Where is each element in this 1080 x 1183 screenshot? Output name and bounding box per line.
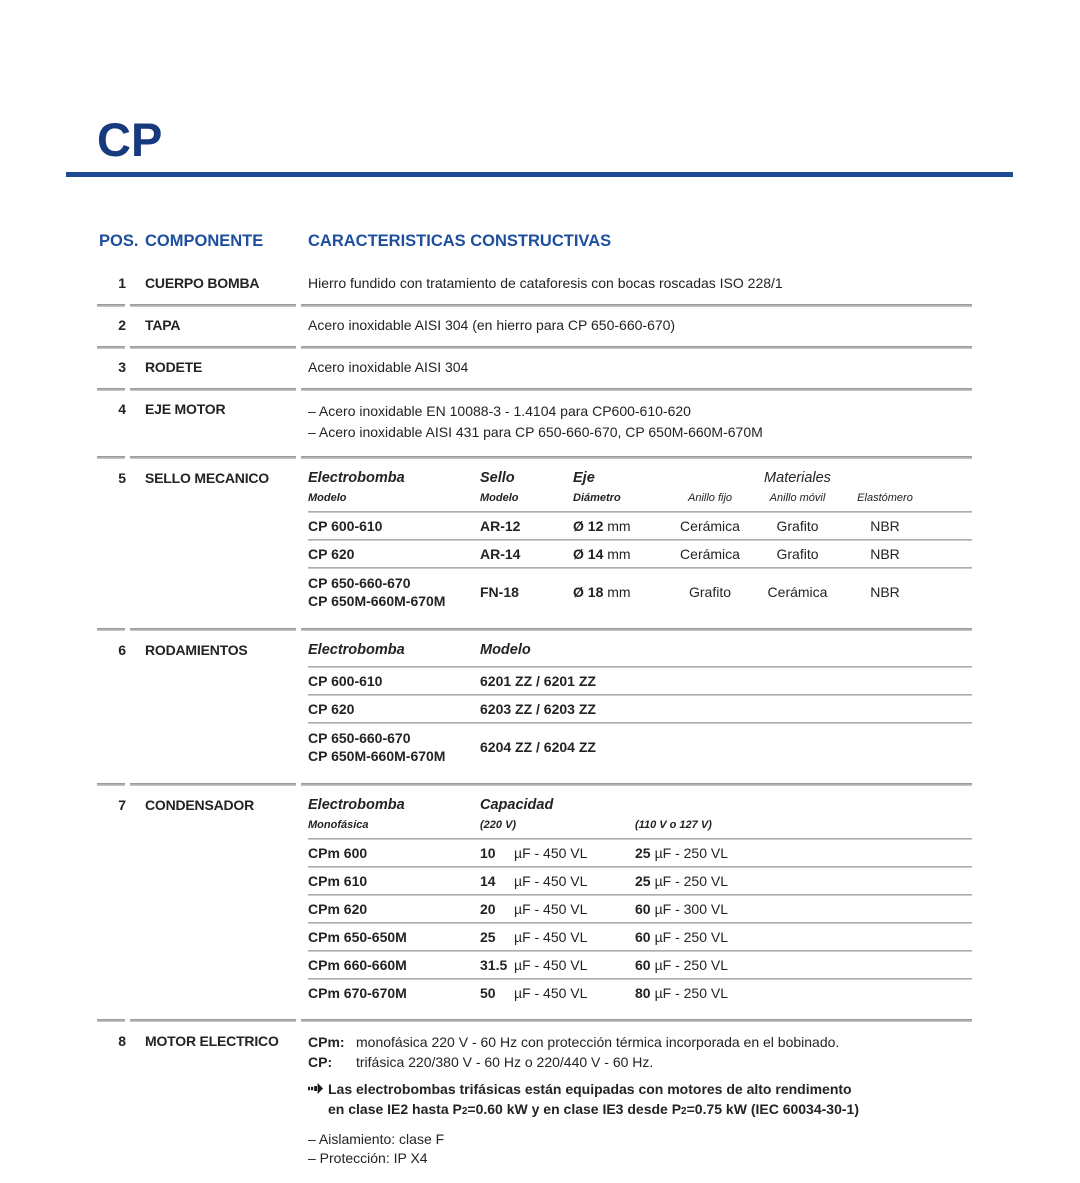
component-name: MOTOR ELECTRICO	[145, 1033, 279, 1049]
pos-number: 2	[118, 317, 126, 333]
subtable-subheader-110v: (110 V o 127 V)	[635, 819, 712, 831]
row-separator	[97, 628, 972, 631]
subtable-line	[308, 539, 972, 541]
table-row-tapa	[97, 307, 972, 346]
seal-moving-ring: Grafito	[776, 546, 819, 562]
subtable-subheader-220v: (220 V)	[480, 819, 517, 831]
component-description: Acero inoxidable AISI 304 (en hierro para CP 650-660-670)	[308, 317, 676, 333]
seal-shaft-diameter: Ø 12 mm	[573, 518, 631, 534]
subtable-subheader-modelo: Modelo	[308, 492, 347, 504]
seal-model: CP 600-610	[308, 518, 383, 534]
protection-line: – Protección: IP X4	[308, 1150, 428, 1166]
subtable-line	[308, 866, 972, 868]
bearings-subtable	[308, 642, 972, 768]
component-description: Acero inoxidable AISI 304	[308, 359, 469, 375]
subtable-subheader-modelo: Modelo	[480, 492, 519, 504]
pos-number: 6	[118, 642, 126, 658]
table-row-condensador	[97, 786, 972, 1019]
subtable-header-modelo: Modelo	[480, 642, 531, 658]
subtable-subheader-elastomero: Elastómero	[857, 492, 913, 504]
seal-subtable	[308, 470, 972, 613]
subtable-subheader-anillo-fijo: Anillo fijo	[687, 492, 733, 504]
seal-elastomer: NBR	[870, 546, 900, 562]
seal-shaft-diameter: Ø 14 mm	[573, 546, 631, 562]
subtable-line	[308, 838, 972, 840]
component-name: CUERPO BOMBA	[145, 275, 260, 291]
pos-number: 5	[118, 470, 126, 486]
bearing-model: CP 650-660-670 CP 650M-660M-670M	[308, 730, 446, 764]
seal-shaft-diameter: Ø 18 mm	[573, 584, 631, 600]
component-description: Hierro fundido con tratamiento de cataforesis con bocas roscadas ISO 228/1	[308, 275, 783, 291]
note-line-1: Las electrobombas trifásicas están equipadas con motores de alto rendimento	[328, 1081, 852, 1097]
col-header-componente: COMPONENTE	[145, 232, 264, 250]
subtable-line	[308, 922, 972, 924]
table-row-rodamientos	[97, 631, 972, 783]
seal-model: CP 650-660-670 CP 650M-660M-670M	[308, 575, 446, 609]
capacitor-value-110: 60 µF - 250 VL	[635, 957, 729, 973]
capacitor-value-220: 14 µF - 450 VL	[480, 873, 588, 889]
component-description	[308, 401, 972, 443]
pos-number: 8	[118, 1033, 126, 1049]
seal-elastomer: NBR	[870, 584, 900, 600]
component-name: TAPA	[145, 317, 181, 333]
seal-moving-ring: Cerámica	[767, 584, 828, 600]
subtable-line	[308, 978, 972, 980]
subtable-line	[308, 722, 972, 724]
component-name: RODETE	[145, 359, 203, 375]
cpm-label: CPm:	[308, 1034, 345, 1050]
row-separator	[97, 1019, 972, 1022]
capacitor-value-220: 25 µF - 450 VL	[480, 929, 588, 945]
subtable-line	[308, 511, 972, 513]
capacitor-model: CPm 620	[308, 901, 368, 917]
capacitor-value-220: 20 µF - 450 VL	[480, 901, 588, 917]
subtable-subheader-anillo-movil: Anillo móvil	[769, 492, 826, 504]
subtable-header-sello: Sello	[480, 470, 515, 486]
row-separator	[97, 304, 972, 307]
subtable-line	[308, 894, 972, 896]
motor-extra-specs	[308, 1130, 972, 1168]
capacitor-value-110: 60 µF - 250 VL	[635, 929, 729, 945]
seal-fixed-ring: Grafito	[688, 584, 731, 600]
row-separator	[97, 388, 972, 391]
bearing-value: 6204 ZZ / 6204 ZZ	[480, 739, 596, 755]
pos-number: 7	[118, 797, 126, 813]
subtable-header-materiales: Materiales	[764, 470, 831, 486]
component-name: RODAMIENTOS	[145, 642, 248, 658]
description-line: – Acero inoxidable EN 10088-3 - 1.4104 para CP600-610-620	[308, 403, 691, 419]
subtable-header-electrobomba: Electrobomba	[308, 470, 405, 486]
subtable-line	[308, 694, 972, 696]
subtable-line	[308, 567, 972, 569]
bearing-value: 6201 ZZ / 6201 ZZ	[480, 673, 596, 689]
capacitor-model: CPm 610	[308, 873, 368, 889]
subtable-line	[308, 666, 972, 668]
cp-label: CP:	[308, 1053, 333, 1070]
note-line-2: en clase IE2 hasta P2=0.60 kW y en clase IE3 desde P2=0.75 kW (IEC 60034-30-1)	[328, 1100, 859, 1117]
spec-table	[97, 232, 972, 1183]
seal-model: CP 620	[308, 546, 355, 562]
table-row-cuerpo-bomba	[97, 265, 972, 304]
arrow-right-icon	[308, 1080, 323, 1100]
row-separator	[97, 456, 972, 459]
seal-code: FN-18	[480, 584, 519, 600]
motor-cpm-line: CPm: monofásica 220 V - 60 Hz con protección térmica incorporada en el bobinado.	[308, 1033, 972, 1053]
table-header-row	[97, 232, 972, 251]
seal-code: AR-14	[480, 546, 521, 562]
motor-cp-line: CP: trifásica 220/380 V - 60 Hz o 220/440 V - 60 Hz.	[308, 1053, 972, 1073]
bearing-model: CP 600-610	[308, 673, 383, 689]
capacitor-value-220: 50 µF - 450 VL	[480, 985, 588, 1001]
subtable-header-capacidad: Capacidad	[480, 797, 554, 813]
subtable-header-electrobomba: Electrobomba	[308, 797, 405, 813]
capacitor-value-220: 31.5 µF - 450 VL	[480, 957, 588, 973]
table-row-eje-motor	[97, 391, 972, 456]
capacitor-model: CPm 600	[308, 845, 368, 861]
row-separator	[97, 783, 972, 786]
component-name: CONDENSADOR	[145, 797, 255, 813]
capacitor-model: CPm 660-660M	[308, 957, 407, 973]
pos-number: 1	[118, 275, 126, 291]
efficiency-note	[308, 1080, 972, 1121]
bearing-value: 6203 ZZ / 6203 ZZ	[480, 701, 596, 717]
table-row-sello-mecanico	[97, 459, 972, 628]
seal-code: AR-12	[480, 518, 521, 534]
bearing-model: CP 620	[308, 701, 355, 717]
subtable-header-electrobomba: Electrobomba	[308, 642, 405, 658]
seal-moving-ring: Grafito	[776, 518, 819, 534]
row-separator	[97, 346, 972, 349]
capacitor-value-110: 60 µF - 300 VL	[635, 901, 729, 917]
page-title: CP	[97, 113, 163, 166]
capacitor-value-110: 25 µF - 250 VL	[635, 873, 729, 889]
seal-fixed-ring: Cerámica	[680, 518, 740, 534]
motor-description	[308, 1033, 972, 1168]
col-header-pos: POS.	[99, 232, 139, 250]
insulation-line: – Aislamiento: clase F	[308, 1131, 445, 1147]
capacitor-value-110: 25 µF - 250 VL	[635, 845, 729, 861]
pos-number: 3	[118, 359, 126, 375]
title-rule	[66, 172, 1013, 177]
seal-fixed-ring: Cerámica	[680, 546, 740, 562]
capacitor-model: CPm 670-670M	[308, 985, 407, 1001]
component-name: EJE MOTOR	[145, 401, 226, 417]
subtable-line	[308, 950, 972, 952]
component-name: SELLO MECANICO	[145, 470, 269, 486]
capacitor-value-110: 80 µF - 250 VL	[635, 985, 729, 1001]
subtable-subheader-diametro: Diámetro	[573, 492, 621, 504]
capacitor-model: CPm 650-650M	[308, 929, 407, 945]
capacitor-value-220: 10 µF - 450 VL	[480, 845, 588, 861]
subtable-header-eje: Eje	[573, 470, 595, 486]
seal-elastomer: NBR	[870, 518, 900, 534]
table-row-rodete	[97, 349, 972, 388]
pos-number: 4	[118, 401, 126, 417]
subtable-subheader-monofasica: Monofásica	[308, 819, 369, 831]
capacitor-subtable	[308, 797, 972, 1004]
table-row-motor-electrico	[97, 1022, 972, 1183]
col-header-caracteristicas: CARACTERISTICAS CONSTRUCTIVAS	[308, 232, 612, 250]
description-line: – Acero inoxidable AISI 431 para CP 650-660-670, CP 650M-660M-670M	[308, 424, 763, 440]
